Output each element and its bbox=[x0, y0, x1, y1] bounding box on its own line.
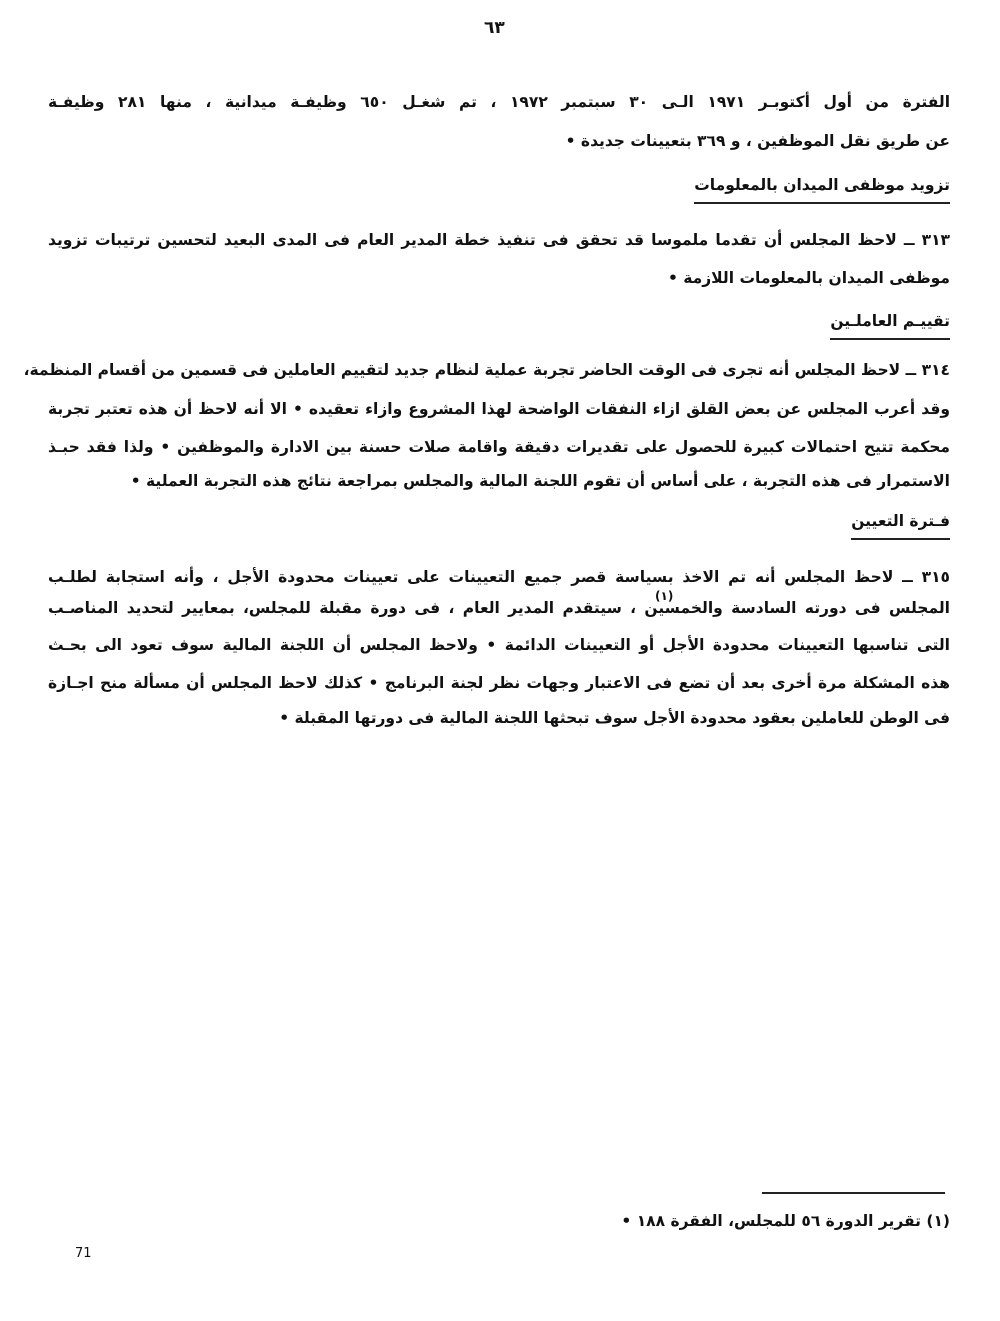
paragraph-315-line: هذه المشكلة مرة أخرى بعد أن تضع فى الاعتبار وجهات نظر لجنة البرنامج • كذلك لاحظ المجلس أن مسألة منح اجـازة bbox=[48, 674, 950, 692]
body-line: الفترة من أول أكتوبـر ١٩٧١ الـى ٣٠ سبتمبر ١٩٧٢ ، تم شغـل ٦٥٠ وظيفـة ميدانية ، منها ٢٨١ وظيفـة bbox=[48, 93, 951, 111]
footnote-divider bbox=[762, 1192, 945, 1194]
paragraph-314-line: الاستمرار فى هذه التجربة ، على أساس أن تقوم اللجنة المالية والمجلس بمراجعة نتائج هذه التجربة العملية • bbox=[130, 472, 950, 490]
paragraph-315-line: المجلس فى دورته السادسة والخمسين ، سيتقدم المدير العام ، فى دورة مقبلة للمجلس، بمعايير لتحديد المناصـب bbox=[48, 599, 950, 617]
footnote: (١) تقرير الدورة ٥٦ للمجلس، الفقرة ١٨٨ • bbox=[621, 1212, 950, 1230]
paragraph-314-line: ٣١٤ ــ لاحظ المجلس أنه تجرى فى الوقت الحاضر تجربة عملية لنظام جديد لتقييم العاملين فى قسمين من أقسام المنظمة، bbox=[23, 361, 950, 379]
paragraph-315-line: ٣١٥ ــ لاحظ المجلس أنه تم الاخذ بسياسة قصر جميع التعيينات على تعيينات محدودة الأجل ، وأنه استجابة لطلـب bbox=[48, 568, 950, 586]
paragraph-313-line: موظفى الميدان بالمعلومات اللازمة • bbox=[667, 269, 950, 287]
paragraph-315-line: فى الوطن للعاملين بعقود محدودة الأجل سوف تبحثها اللجنة المالية فى دورتها المقبلة • bbox=[279, 709, 950, 727]
scan-page-number: 71 bbox=[75, 1246, 92, 1261]
paragraph-314-line: وقد أعرب المجلس عن بعض القلق ازاء النفقات الواضحة لهذا المشروع وازاء تعقيده • الا أنه لاحظ أن هذه تعتبر تجربة bbox=[48, 400, 950, 418]
section-heading: تقييـم العاملـين bbox=[830, 310, 950, 340]
paragraph-313-line: ٣١٣ ــ لاحظ المجلس أن تقدما ملموسا قد تحقق فى تنفيذ خطة المدير العام فى المدى البعيد لتحسين ترتيبات تزويد bbox=[48, 231, 950, 249]
section-heading: فـترة التعيين bbox=[851, 510, 950, 540]
paragraph-314-line: محكمة تتيح احتمالات كبيرة للحصول على تقديرات دقيقة واقامة صلات حسنة بين الادارة والموظفين • ولذا فقد حبـذ bbox=[48, 438, 950, 456]
paragraph-315-line: التى تناسبها التعيينات محدودة الأجل أو التعيينات الدائمة • ولاحظ المجلس أن اللجنة المالية سوف تعود الى بحـث bbox=[48, 636, 950, 654]
body-line: عن طريق نقل الموظفين ، و ٣٦٩ بتعيينات جديدة • bbox=[565, 132, 950, 150]
footnote-reference: (١) bbox=[655, 589, 674, 603]
section-heading: تزويد موظفى الميدان بالمعلومات bbox=[694, 174, 950, 204]
page-number: ٦٣ bbox=[484, 18, 505, 38]
